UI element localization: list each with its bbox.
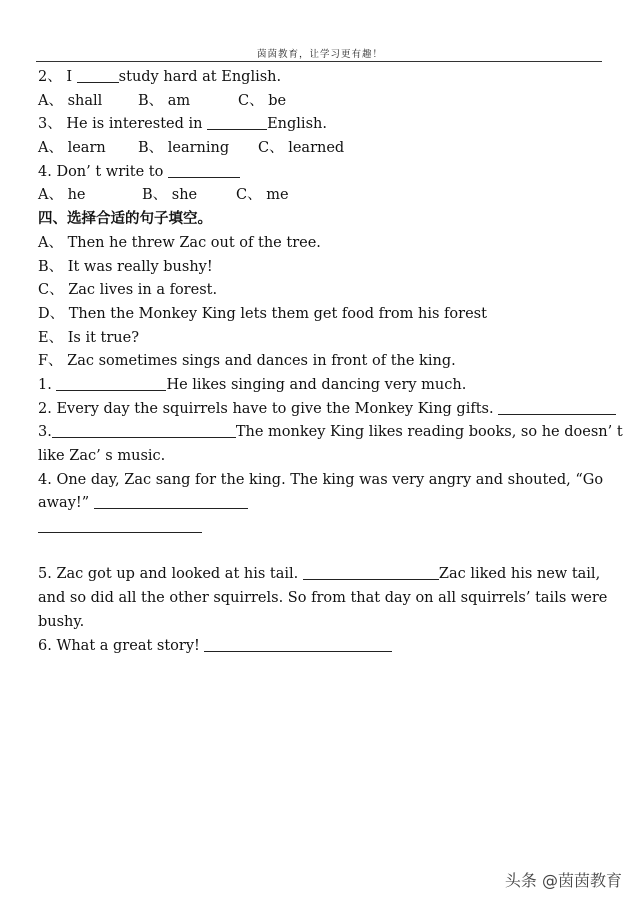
option-c[interactable]: C、 learned — [258, 140, 345, 157]
question-3-blank[interactable] — [207, 115, 267, 130]
question-3-options — [38, 137, 604, 161]
choice-d: D、 Then the Monkey King lets them get food from his forest — [38, 305, 487, 322]
sentence-4-continued — [38, 492, 604, 516]
choice-e: E、 Is it true? — [38, 329, 139, 346]
sentence-5-continued-1: and so did all the other squirrels. So from that day on all squirrels’ tails were — [38, 590, 608, 607]
source-watermark: 头条 @茵茵教育 — [504, 871, 622, 890]
choice-f: F、 Zac sometimes sings and dances in front of the king. — [38, 353, 456, 370]
choice-a: A、 Then he threw Zac out of the tree. — [38, 234, 321, 251]
question-2-text: study hard at English. — [118, 69, 282, 85]
option-c[interactable]: C、 be — [238, 92, 287, 109]
option-c[interactable]: C、 me — [236, 187, 289, 204]
section-4-title: 四、选择合适的句子填空。 — [38, 211, 212, 228]
sentence-3-continued: like Zac’ s music. — [38, 448, 166, 464]
sentence-3 — [38, 421, 623, 445]
choice-c: C、 Zac lives in a forest. — [38, 282, 218, 299]
sentence-4-cont-text: away!” — [38, 495, 90, 512]
question-3 — [38, 113, 604, 137]
sentence-1 — [38, 374, 604, 398]
sentence-1-blank[interactable] — [56, 376, 166, 391]
question-4-options — [38, 184, 604, 208]
sentence-1-text: He likes singing and dancing very much. — [166, 376, 467, 393]
sentence-5-blank[interactable] — [303, 565, 439, 580]
sentence-5-continued-2: bushy. — [38, 613, 85, 630]
sentence-3-number: 3. — [38, 424, 52, 441]
option-a[interactable]: A、 learn — [38, 140, 106, 157]
sentence-6 — [38, 635, 604, 659]
sentence-5 — [38, 563, 604, 587]
option-b[interactable]: B、 she — [142, 187, 198, 204]
spacer — [38, 540, 604, 564]
sentence-5-rest: Zac liked his new tail, — [438, 566, 601, 583]
question-3-text: 3、 He is interested in — [38, 116, 203, 133]
sentence-3-blank[interactable] — [52, 423, 236, 438]
sentence-2-text: 2. Every day the squirrels have to give the Monkey King gifts. — [38, 400, 494, 417]
question-2-number: 2、 I — [38, 69, 73, 85]
sentence-6-blank[interactable] — [204, 637, 392, 652]
page-header: 茵茵教育，让学习更有趣！ — [256, 49, 383, 60]
option-a[interactable]: A、 shall — [38, 92, 103, 109]
question-2-blank[interactable] — [77, 68, 119, 83]
sentence-2 — [38, 398, 604, 422]
option-a[interactable]: A、 he — [38, 187, 86, 204]
question-4 — [38, 161, 604, 185]
option-b[interactable]: B、 am — [138, 92, 191, 109]
sentence-3-text: The monkey King likes reading books, so he doesn’ t — [235, 424, 623, 441]
sentence-4: 4. One day, Zac sang for the king. The king was very angry and shouted, “Go — [38, 471, 604, 488]
sentence-4-extra-blank[interactable] — [38, 518, 202, 533]
choice-b: B、 It was really bushy! — [38, 258, 213, 275]
option-b[interactable]: B、 learning — [138, 140, 230, 157]
sentence-4-blank[interactable] — [94, 494, 248, 509]
sentence-6-text: 6. What a great story! — [38, 637, 200, 654]
header-divider — [36, 61, 602, 62]
question-2 — [38, 66, 604, 90]
question-4-blank[interactable] — [168, 163, 240, 178]
sentence-1-number: 1. — [38, 376, 52, 393]
worksheet-content — [38, 66, 623, 658]
question-3-rest: English. — [267, 116, 327, 133]
question-4-text: 4. Don’ t write to — [38, 163, 164, 180]
question-2-options — [38, 90, 604, 114]
sentence-5-text: 5. Zac got up and looked at his tail. — [38, 566, 299, 583]
sentence-2-blank[interactable] — [498, 400, 616, 415]
sentence-4-answer-line — [38, 516, 604, 540]
